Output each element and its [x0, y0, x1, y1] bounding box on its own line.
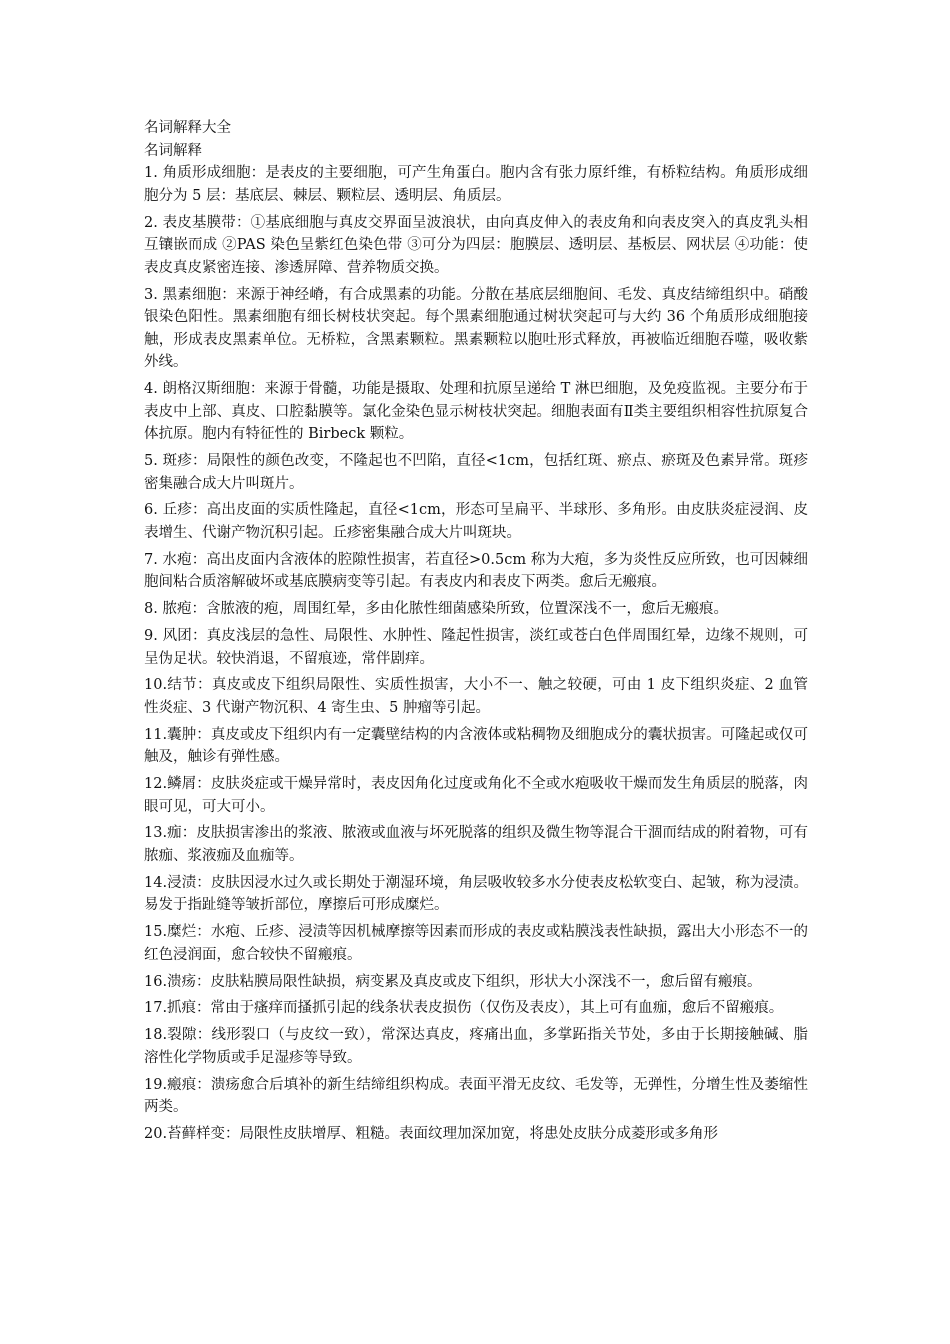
term-entry-10: 10.结节：真皮或皮下组织局限性、实质性损害，大小不一、触之较硬，可由 1 皮下组织炎症、2 血管性炎症、3 代谢产物沉积、4 寄生虫、5 肿瘤等引起。 — [144, 677, 808, 716]
term-entry-3: 3. 黑素细胞：来源于神经嵴，有合成黑素的功能。分散在基底层细胞间、毛发、真皮结缔组织中。硝酸银染色阳性。黑素细胞有细长树枝状突起。每个黑素细胞通过树状突起可与大约 36 个角质形成细胞接触，形成表皮黑素单位。无桥粒，含黑素颗粒。黑素颗粒以胞吐形式释放，再被临近细胞吞噬，吸收紫外线。 — [144, 286, 808, 371]
term-entry-17: 17.抓痕：常由于瘙痒而搔抓引起的线条状表皮损伤（仅伤及表皮），其上可有血痂，愈后不留瘢痕。 — [144, 1000, 784, 1017]
term-entry-16: 16.溃疡：皮肤粘膜局限性缺损，病变累及真皮或皮下组织，形状大小深浅不一，愈后留有瘢痕。 — [144, 973, 762, 990]
document-title: 名词解释大全 — [144, 120, 231, 136]
term-entry-13: 13.痂：皮肤损害渗出的浆液、脓液或血液与坏死脱落的组织及微生物等混合干涸而结成的附着物，可有脓痂、浆液痂及血痂等。 — [144, 825, 808, 865]
term-entry-9: 9. 风团：真皮浅层的急性、局限性、水肿性、隆起性损害，淡红或苍白色伴周围红晕，边缘不规则，可呈伪足状。较快消退，不留痕迹，常伴剧痒。 — [144, 627, 808, 667]
term-entry-7: 7. 水疱：高出皮面内含液体的腔隙性损害，若直径>0.5cm 称为大疱，多为炎性反应所致，也可因棘细胞间粘合质溶解破坏或基底膜病变等引起。有表皮内和表皮下两类。愈后无瘢痕。 — [144, 551, 808, 591]
term-entry-5: 5. 斑疹：局限性的颜色改变，不隆起也不凹陷，直径<1cm，包括红斑、瘀点、瘀斑及色素异常。斑疹密集融合成大片叫斑片。 — [144, 453, 808, 492]
term-entry-12: 12.鳞屑：皮肤炎症或干燥异常时，表皮因角化过度或角化不全或水疱吸收干燥而发生角质层的脱落，肉眼可见，可大可小。 — [144, 776, 808, 815]
term-entry-4: 4. 朗格汉斯细胞：来源于骨髓，功能是摄取、处理和抗原呈递给 T 淋巴细胞，及免疫监视。主要分布于表皮中上部、真皮、口腔黏膜等。氯化金染色显示树枝状突起。细胞表面有Ⅱ类主要组织相容性抗原复合体抗原。胞内有特征性的 Birbeck 颗粒。 — [144, 381, 808, 443]
term-entry-20: 20.苔藓样变：局限性皮肤增厚、粗糙。表面纹理加深加宽，将患处皮肤分成菱形或多角形 — [144, 1125, 719, 1142]
term-entry-2: 2. 表皮基膜带：①基底细胞与真皮交界面呈波浪状，由向真皮伸入的表皮角和向表皮突入的真皮乳头相互镶嵌而成 ②PAS 染色呈紫红色染色带 ③可分为四层：胞膜层、透明层、基板层、网状层 ④功能：使表皮真皮紧密连接、渗透屏障、营养物质交换。 — [144, 214, 808, 276]
term-entry-19: 19.瘢痕：溃疡愈合后填补的新生结缔组织构成。表面平滑无皮纹、毛发等，无弹性，分增生性及萎缩性两类。 — [144, 1076, 808, 1116]
term-entry-15: 15.糜烂：水疱、丘疹、浸渍等因机械摩擦等因素而形成的表皮或粘膜浅表性缺损，露出大小形态不一的红色浸润面，愈合较快不留瘢痕。 — [144, 924, 808, 963]
term-entry-18: 18.裂隙：线形裂口（与皮纹一致），常深达真皮，疼痛出血，多掌跖指关节处，多由于长期接触碱、脂溶性化学物质或手足湿疹等导致。 — [144, 1027, 808, 1066]
document-body — [144, 117, 808, 1146]
term-entry-6: 6. 丘疹：高出皮面的实质性隆起，直径<1cm，形态可呈扁平、半球形、多角形。由皮肤炎症浸润、皮表增生、代谢产物沉积引起。丘疹密集融合成大片叫斑块。 — [144, 502, 808, 542]
term-entry-1: 1. 角质形成细胞：是表皮的主要细胞，可产生角蛋白。胞内含有张力原纤维，有桥粒结构。角质形成细胞分为 5 层：基底层、棘层、颗粒层、透明层、角质层。 — [144, 165, 808, 204]
section-heading: 名词解释 — [144, 142, 202, 159]
term-entry-8: 8. 脓疱：含脓液的疱，周围红晕，多由化脓性细菌感染所致，位置深浅不一，愈后无瘢痕。 — [144, 601, 728, 618]
term-entry-14: 14.浸渍：皮肤因浸水过久或长期处于潮湿环境，角层吸收较多水分使表皮松软变白、起皱，称为浸渍。易发于指趾缝等皱折部位，摩擦后可形成糜烂。 — [144, 874, 808, 914]
term-entry-11: 11.囊肿：真皮或皮下组织内有一定囊壁结构的内含液体或粘稠物及细胞成分的囊状损害。可隆起或仅可触及，触诊有弹性感。 — [144, 726, 808, 766]
